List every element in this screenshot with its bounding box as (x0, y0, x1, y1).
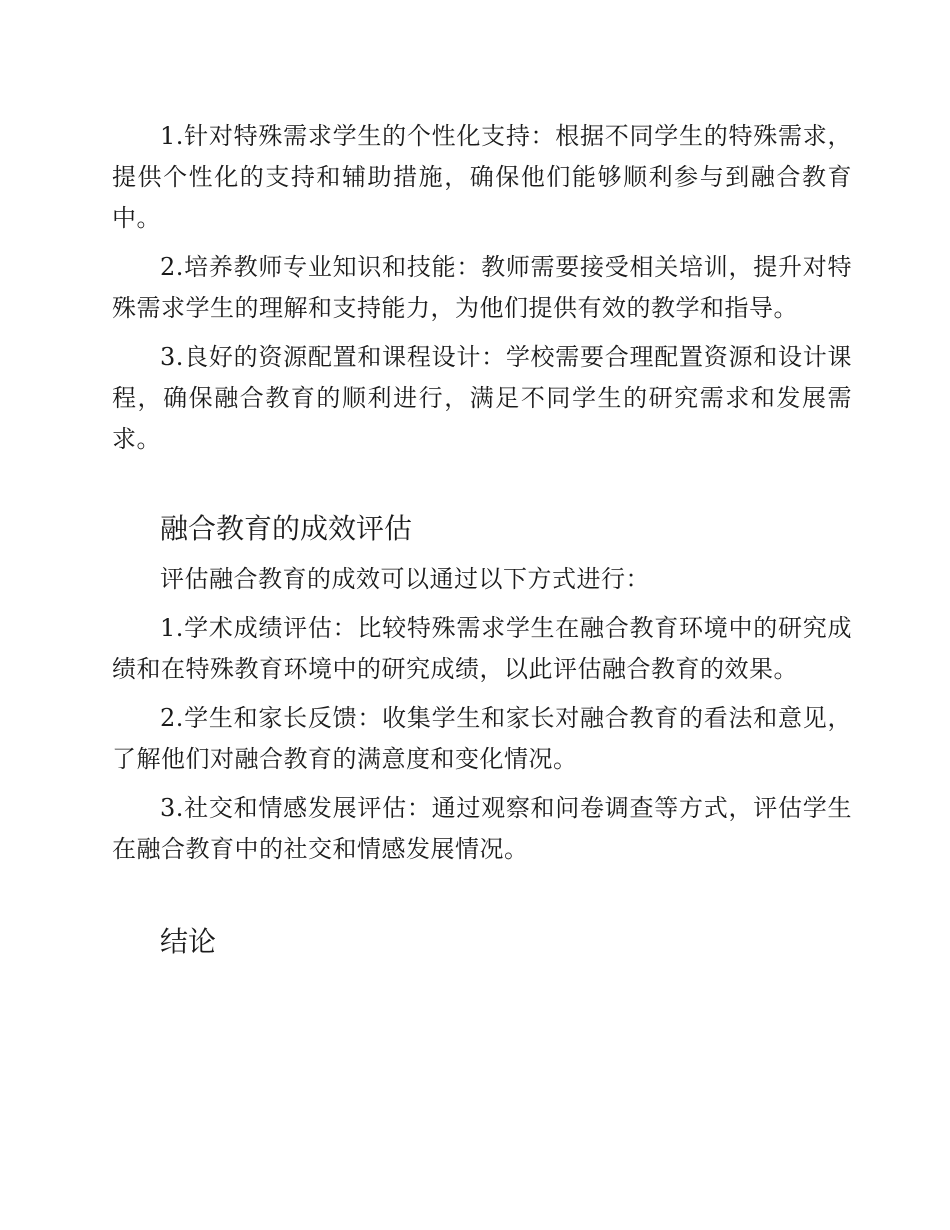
paragraph-feedback: 2.学生和家长反馈：收集学生和家长对融合教育的看法和意见，了解他们对融合教育的满意度和变化情况。 (112, 704, 852, 773)
paragraph-teacher-training: 2.培养教师专业知识和技能：教师需要接受相关培训，提升对特殊需求学生的理解和支持能力，为他们提供有效的教学和指导。 (112, 253, 852, 322)
document-page (112, 116, 852, 962)
section-heading-conclusion: 结论 (160, 925, 217, 958)
paragraph-evaluation-lead: 评估融合教育的成效可以通过以下方式进行： (160, 565, 650, 593)
section-heading-evaluation: 融合教育的成效评估 (160, 512, 413, 545)
paragraph-resources: 3.良好的资源配置和课程设计：学校需要合理配置资源和设计课程，确保融合教育的顺利进行，满足不同学生的研究需求和发展需求。 (112, 343, 852, 453)
paragraph-social-emotional: 3.社交和情感发展评估：通过观察和问卷调查等方式，评估学生在融合教育中的社交和情感发展情况。 (112, 794, 852, 863)
paragraph-academic-evaluation: 1.学术成绩评估：比较特殊需求学生在融合教育环境中的研究成绩和在特殊教育环境中的研究成绩，以此评估融合教育的效果。 (112, 614, 852, 683)
paragraph-support: 1.针对特殊需求学生的个性化支持：根据不同学生的特殊需求，提供个性化的支持和辅助措施，确保他们能够顺利参与到融合教育中。 (112, 122, 852, 232)
